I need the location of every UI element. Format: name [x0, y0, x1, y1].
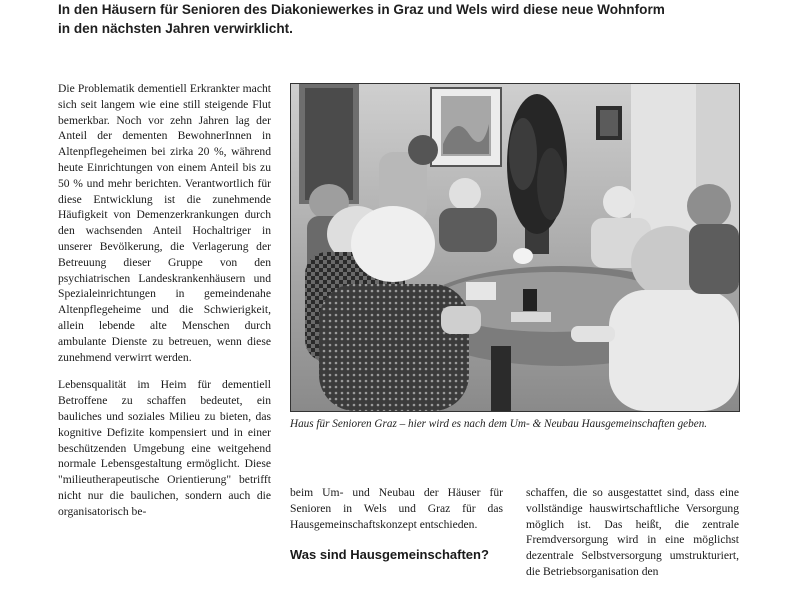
left-text-column	[58, 81, 271, 532]
photo-caption: Haus für Senioren Graz – hier wird es nach dem Um- & Neubau Hausgemeinschaften geben.	[290, 418, 708, 430]
lead-paragraph	[58, 0, 758, 38]
body-paragraph-2: Lebensqualität im Heim für dementiell Betroffene zu schaffen bedeutet, ein bauliches und soziales Milieu zu bieten, das kognitive Defizite kompensiert und in einer beschützenden Umgebung eine weitgehend normale Lebensgestaltung ermöglicht. Diese "milieutherapeutische Orientierung" betrifft nicht nur die baulichen, sondern auch die organisatorisch be-	[58, 378, 271, 518]
lead-line-1: In den Häusern für Senioren des Diakoniewerkes in Graz und Wels wird diese neue Wohnform	[58, 2, 665, 17]
section-heading: Was sind Hausgemeinschaften?	[290, 547, 489, 563]
body-paragraph-1: Die Problematik dementiell Erkrankter macht sich seit langem wie eine still steigende Flut bemerkbar. Noch vor zehn Jahren lag der Anteil der dementen BewohnerInnen in Altenpflegeheimen bei zirka 20 %, während heute Einrichtungen von einem Anteil bis zu 50 % und mehr berichten. Verantwortlich für diese Entwicklung ist die zunehmende Häufigkeit von Demenzerkrankungen durch den wachsenden Anteil Hochaltriger in unserer Bevölkerung, die Verlagerung der Betreuung dieser Gruppe von den psychiatrischen Landeskrankenhäusern und Spezialeinrichtungen in gemeindenahe Altenpflegeheime und die Schwierigkeit, allein lebende alte Menschen durch ambulante Dienste zu betreuen, wenn diese zunehmend verwirrt werden.	[58, 82, 271, 364]
lead-line-2: in den nächsten Jahren verwirklicht.	[58, 21, 293, 36]
middle-paragraph: beim Um- und Neubau der Häuser für Senioren in Wels und Graz für das Hausgemeinschaftskonzept entschieden.	[290, 486, 503, 531]
right-paragraph: schaffen, die so ausgestattet sind, dass eine vollständige hauswirtschaftliche Versorgung möglich ist. Das heißt, die zentrale Fremdversorgung wird in eine möglichst dezentrale Selbstversorgung umstrukturiert, die Betriebsorganisation den	[526, 486, 739, 578]
middle-text-column	[290, 485, 503, 563]
right-text-column	[526, 485, 739, 592]
photo-seniors-playing-cards	[290, 83, 740, 412]
